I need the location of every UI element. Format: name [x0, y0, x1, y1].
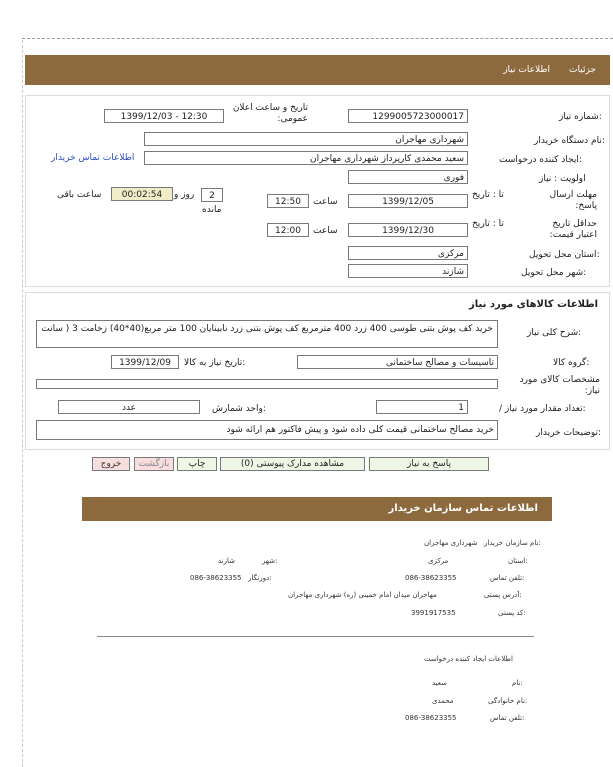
countdown-timer: 00:02:54	[111, 187, 173, 201]
validity-hour-label: ساعت	[313, 226, 338, 236]
contact-org-value: شهرداری مهاجران	[424, 539, 478, 547]
creator-section-title: اطلاعات ایجاد کننده درخواست	[424, 655, 513, 663]
tab-need-info[interactable]: اطلاعات نیاز	[503, 65, 550, 75]
goods-group-field: تاسیسات و مصالح ساختمانی	[297, 355, 498, 369]
view-attachments-button[interactable]: مشاهده مدارک پیوستی (0)	[220, 457, 365, 471]
deadline-label: مهلت ارسال پاسخ:	[549, 190, 597, 211]
creator-fname-label: نام:	[512, 679, 523, 687]
unit-field: عدد	[58, 400, 200, 414]
deadline-to-label: تا : تاریخ	[472, 190, 504, 200]
buyer-notes-label: توضیحات خریدار:	[536, 428, 602, 438]
goods-section-title: اطلاعات کالاهای مورد نیاز	[469, 299, 599, 310]
requester-label: ایجاد کننده درخواست:	[499, 155, 582, 165]
contact-province-label: استان:	[508, 557, 528, 565]
quantity-field: 1	[376, 400, 468, 414]
contact-fax-value: 086-38623355	[190, 574, 242, 582]
validity-label: حداقل تاریخ اعتبار قیمت:	[549, 219, 597, 240]
buyer-contact-link[interactable]: اطلاعات تماس خریدار	[51, 153, 135, 163]
city-field: شازند	[348, 264, 468, 278]
announce-date-field: 1399/12/03 - 12:30	[104, 109, 224, 123]
contact-address-value: مهاجران میدان امام خمینی (ره) شهرداری مهاجران	[288, 591, 437, 599]
contact-city-label: شهر:	[262, 557, 278, 565]
need-date-label: تاریخ نیاز به کالا:	[184, 358, 246, 368]
contact-address-label: آدرس پستی:	[484, 591, 522, 599]
creator-lname-value: محمدی	[432, 697, 454, 705]
creator-fname-value: سعید	[432, 679, 448, 687]
contact-phone-value: 086-38623355	[405, 574, 457, 582]
contact-province-value: مرکزی	[428, 557, 449, 565]
creator-phone-label: تلفن تماس:	[490, 714, 525, 722]
validity-to-label: تا : تاریخ	[472, 219, 504, 229]
timer-label: ساعت باقی	[57, 190, 102, 200]
province-label: استان محل تحویل:	[529, 250, 600, 260]
contact-section-title: اطلاعات تماس سازمان خریدار	[388, 503, 538, 514]
reply-button[interactable]: پاسخ به نیاز	[369, 457, 489, 471]
print-button[interactable]: چاپ	[177, 457, 217, 471]
contact-city-value: شازند	[218, 557, 236, 565]
days-label: روز و	[174, 190, 195, 200]
deadline-hour-field: 12:50	[267, 194, 309, 208]
buyer-org-field: شهرداری مهاجران	[144, 132, 468, 146]
goods-spec-field	[36, 379, 498, 389]
requester-field: سعید محمدی کارپرداز شهرداری مهاجران	[144, 151, 468, 165]
creator-lname-label: نام خانوادگی:	[488, 697, 528, 705]
need-number-label: شماره نیاز:	[559, 112, 602, 122]
contact-postal-label: کد پستی:	[498, 609, 526, 617]
priority-label: اولویت : نیاز	[539, 174, 586, 184]
need-number-field: 1299005723000017	[348, 109, 468, 123]
deadline-hour-label: ساعت	[313, 197, 338, 207]
unit-label: واحد شمارش:	[212, 404, 266, 414]
contact-fax-label: دورنگار:	[248, 574, 272, 582]
contact-divider	[97, 636, 534, 637]
remaining-label: مانده	[202, 205, 222, 215]
goods-group-label: گروه کالا:	[553, 358, 590, 368]
exit-button[interactable]: خروج	[92, 457, 130, 471]
need-date-field: 1399/12/09	[111, 355, 179, 369]
goods-desc-field: خرید کف پوش بتنی طوسی 400 زرد 400 مترمربع کف پوش بتنی زرد نابینایان 100 متر مربع(40*40) زخامت 3 ( سانت	[36, 320, 498, 348]
goods-desc-label: شرح کلی نیاز:	[527, 328, 582, 338]
buyer-org-label: نام دستگاه خریدار:	[534, 136, 605, 146]
left-divider	[22, 40, 23, 767]
announce-date-label: تاریخ و ساعت اعلان عمومی:	[232, 103, 308, 124]
priority-field: فوری	[348, 170, 468, 184]
buyer-notes-field: خرید مصالح ساختمانی قیمت کلی داده شود و پیش فاکتور هم ارائه شود	[36, 420, 498, 440]
city-label: شهر محل تحویل:	[521, 268, 587, 278]
deadline-date-field: 1399/12/05	[348, 194, 468, 208]
contact-phone-label: تلفن تماس:	[490, 574, 525, 582]
creator-phone-value: 086-38623355	[405, 714, 457, 722]
contact-section-header	[82, 497, 552, 521]
province-field: مرکزی	[348, 246, 468, 260]
goods-spec-label: مشخصات کالای مورد نیاز:	[519, 375, 600, 396]
top-divider	[22, 38, 613, 39]
tab-details[interactable]: جزئیات	[569, 65, 596, 75]
page-header	[25, 55, 610, 85]
days-remaining-field: 2	[201, 188, 223, 202]
validity-date-field: 1399/12/30	[348, 223, 468, 237]
back-button[interactable]: بازگشت	[134, 457, 174, 471]
quantity-label: / تعداد مقدار مورد نیاز:	[499, 404, 586, 414]
contact-org-label: نام سازمان خریدار:	[484, 539, 541, 547]
validity-hour-field: 12:00	[267, 223, 309, 237]
contact-postal-value: 3991917535	[411, 609, 456, 617]
